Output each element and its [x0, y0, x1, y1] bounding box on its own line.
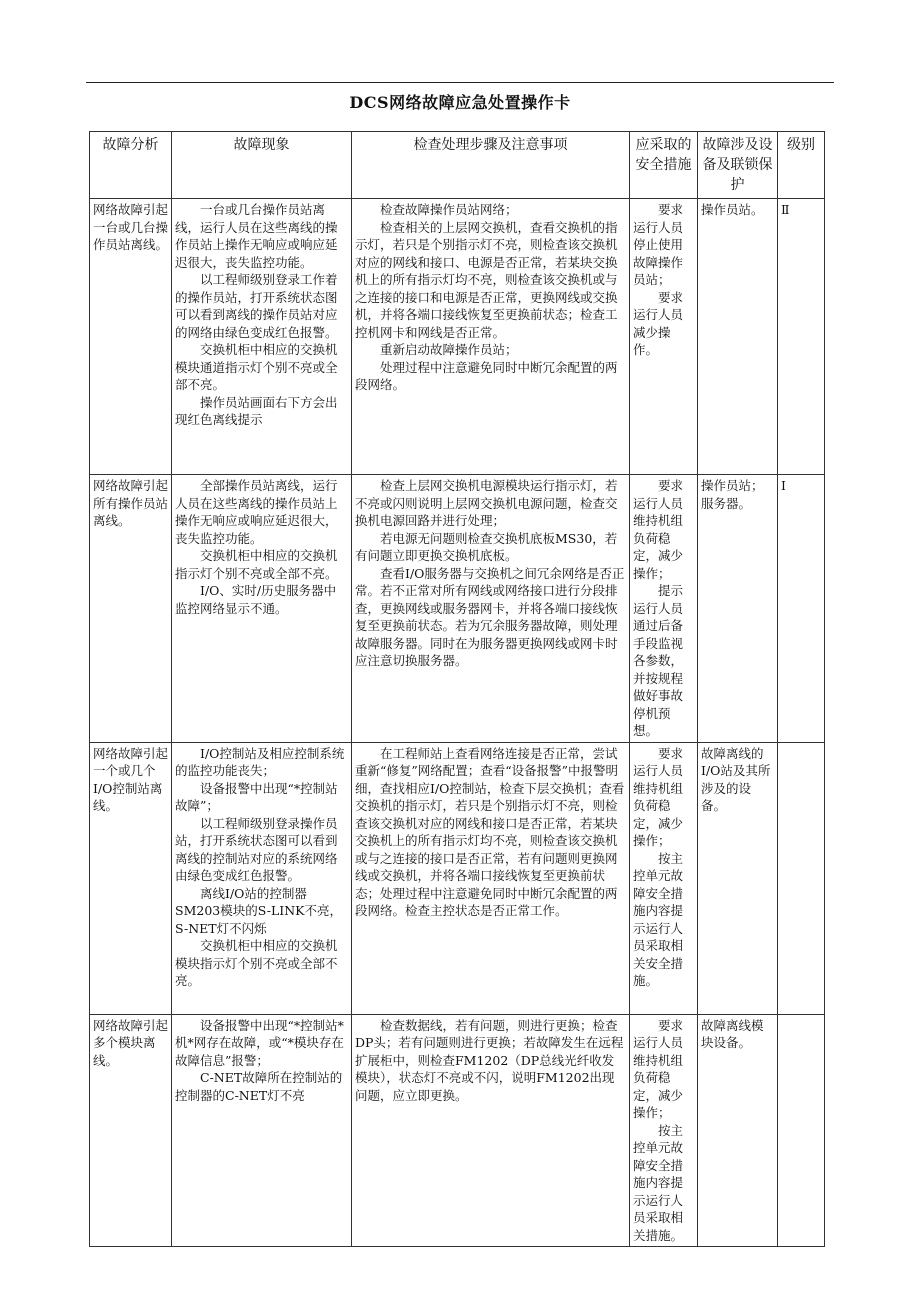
procedure-table [89, 131, 825, 1247]
cell-paragraph: 要求运行人员维持机组负荷稳定，减少操作； [633, 745, 684, 848]
cell-safety [630, 199, 698, 475]
table-row [90, 1014, 825, 1247]
cell-paragraph: 检查数据线，若有问题，则进行更换；检查DP头；若有问题则进行更换；若故障发生在远程扩展柜中，则检查FM1202（DP总线光纤收发模块），状态灯不亮或不闪，说明FM1202出现问题，应立即更换。 [355, 1017, 624, 1103]
cell-paragraph: 交换机柜中相应的交换机模块通道指示灯个别不亮或全部不亮。 [175, 342, 338, 392]
cell-paragraph: 要求运行人员维持机组负荷稳定，减少操作； [633, 1017, 684, 1120]
cell-paragraph: Ⅱ [781, 202, 790, 217]
cell-paragraph: 一台或几台操作员站离线，运行人员在这些离线的操作员站上操作无响应或响应延迟很大，丧失监控功能。 [175, 202, 338, 270]
cell-paragraph: 要求运行人员减少操作。 [633, 289, 684, 357]
cell-paragraph: 网络故障引起多个模块离线。 [93, 1017, 169, 1068]
cell-paragraph: 故障离线模块设备。 [701, 1017, 764, 1050]
cell-paragraph: I/O、实时/历史服务器中监控网络显示不通。 [175, 583, 337, 616]
cell-paragraph: 交换机柜中相应的交换机指示灯个别不亮或全部不亮。 [175, 548, 338, 581]
cell-safety [630, 742, 698, 1014]
cell-paragraph: 网络故障引起一个或几个I/O控制站离线。 [93, 745, 169, 813]
page-title: DCS网络故障应急处置操作卡 [349, 93, 571, 112]
cell-steps [352, 742, 630, 1014]
cell-paragraph: 在工程师站上查看网络连接是否正常，尝试重新“修复”网络配置；查看“设备报警”中报警明细，查找相应I/O控制站，检查下层交换机；查看交换机的指示灯，若只是个别指示灯不亮，则检查该交换机对应的网线和接口是否正常，若某块交换机上的所有指示灯均不亮，则检查该交换机或与之连接的接口是否正常，若有问题则更换网线或交换机，并将各端口接线恢复至更换前状态；处理过程中注意避免同时中断冗余配置的两段网络。检查主控状态是否正常工作。 [355, 745, 625, 918]
cell-level [778, 475, 825, 743]
cell-paragraph: C-NET故障所在控制站的控制器的C-NET灯不亮 [175, 1070, 343, 1103]
cell-steps [352, 199, 630, 475]
cell-paragraph: 提示运行人员通过后备手段监视各参数，并按规程做好事故停机预想。 [633, 583, 684, 738]
cell-paragraph: 要求运行人员维持机组负荷稳定，减少操作； [633, 478, 684, 581]
cell-equipment [698, 199, 778, 475]
cell-level [778, 199, 825, 475]
cell-analysis [90, 475, 172, 743]
cell-paragraph: 查看I/O服务器与交换机之间冗余网络是否正常。若不正常对所有网线或网络接口进行分段排查，更换网线或服务器网卡，并将各端口接线恢复至更换前状态。若为冗余服务器故障，则处理故障服务器。同时在为服务器更换网线或网卡时应注意切换服务器。 [355, 565, 625, 668]
cell-paragraph: 操作员站；服务器。 [701, 478, 764, 511]
header-symptom: 故障现象 [172, 132, 352, 199]
header-equipment: 故障涉及设备及联锁保护 [698, 132, 778, 199]
cell-steps [352, 475, 630, 743]
header-analysis: 故障分析 [90, 132, 172, 199]
cell-paragraph: I/O控制站及相应控制系统的监控功能丧失； [175, 745, 345, 778]
cell-paragraph: 以工程师级别登录操作员站，打开系统状态图可以看到离线的控制站对应的系统网络由绿色变成红色报警。 [175, 815, 338, 883]
cell-paragraph: 离线I/O站的控制器SM203模块的S-LINK不亮，S-NET灯不闪烁 [175, 885, 342, 936]
cell-symptom [172, 1014, 352, 1247]
header-steps: 检查处理步骤及注意事项 [352, 132, 630, 199]
cell-paragraph: 检查相关的上层网交换机，查看交换机的指示灯，若只是个别指示灯不亮，则检查该交换机对应的网线和接口、电源是否正常，若某块交换机上的所有指示灯均不亮，则检查该交换机或与之连接的接口和电源是否正常，更换网线或交换机，并将各端口接线恢复至更换前状态；检查工控机网卡和网线是否正常。 [355, 219, 618, 340]
cell-analysis [90, 1014, 172, 1247]
cell-safety [630, 475, 698, 743]
cell-symptom [172, 199, 352, 475]
cell-paragraph: 按主控单元故障安全措施内容提示运行人员采取相关措施。 [633, 1122, 684, 1243]
cell-level [778, 1014, 825, 1247]
cell-paragraph: 全部操作员站离线，运行人员在这些离线的操作员站上操作无响应或响应延迟很大，丧失监控功能。 [175, 478, 338, 546]
table-row [90, 199, 825, 475]
header-safety: 应采取的安全措施 [630, 132, 698, 199]
cell-analysis [90, 742, 172, 1014]
cell-equipment [698, 1014, 778, 1247]
header-row [90, 132, 825, 199]
cell-symptom [172, 475, 352, 743]
cell-paragraph: 网络故障引起一台或几台操作员站离线。 [93, 202, 169, 252]
cell-paragraph: 操作员站画面右下方会出现红色离线提示 [175, 394, 338, 427]
cell-paragraph: Ⅰ [781, 478, 786, 493]
header-level: 级别 [778, 132, 825, 199]
cell-safety [630, 1014, 698, 1247]
cell-paragraph: 设备报警中出现“*控制站*机*网存在故障，或“*模块存在故障信息”报警； [175, 1017, 344, 1068]
cell-equipment [698, 475, 778, 743]
cell-analysis [90, 199, 172, 475]
cell-equipment [698, 742, 778, 1014]
cell-paragraph: 处理过程中注意避免同时中断冗余配置的两段网络。 [355, 359, 618, 392]
cell-paragraph: 操作员站。 [701, 202, 764, 217]
cell-paragraph: 重新启动故障操作员站； [380, 342, 518, 357]
cell-paragraph: 若电源无问题则检查交换机底板MS30，若有问题立即更换交换机底板。 [355, 530, 618, 563]
cell-paragraph: 设备报警中出现“*控制站故障”； [175, 780, 338, 813]
cell-paragraph: 故障离线的I/O站及其所涉及的设备。 [701, 745, 771, 813]
cell-steps [352, 1014, 630, 1247]
cell-paragraph: 以工程师级别登录工作着的操作员站，打开系统状态图可以看到离线的操作员站对应的网络由绿色变成红色报警。 [175, 272, 338, 340]
cell-paragraph: 网络故障引起所有操作员站离线。 [93, 478, 169, 528]
table-row [90, 475, 825, 743]
cell-level [778, 742, 825, 1014]
cell-symptom [172, 742, 352, 1014]
cell-paragraph: 交换机柜中相应的交换机模块指示灯个别不亮或全部不亮。 [175, 938, 338, 988]
top-rule [86, 82, 834, 83]
cell-paragraph: 检查上层网交换机电源模块运行指示灯，若不亮或闪则说明上层网交换机电源问题，检查交换机电源回路并进行处理； [355, 478, 618, 528]
cell-paragraph: 按主控单元故障安全措施内容提示运行人员采取相关安全措施。 [633, 850, 684, 988]
table-row [90, 742, 825, 1014]
cell-paragraph: 检查故障操作员站网络； [380, 202, 518, 217]
cell-paragraph: 要求运行人员停止使用故障操作员站； [633, 202, 684, 287]
